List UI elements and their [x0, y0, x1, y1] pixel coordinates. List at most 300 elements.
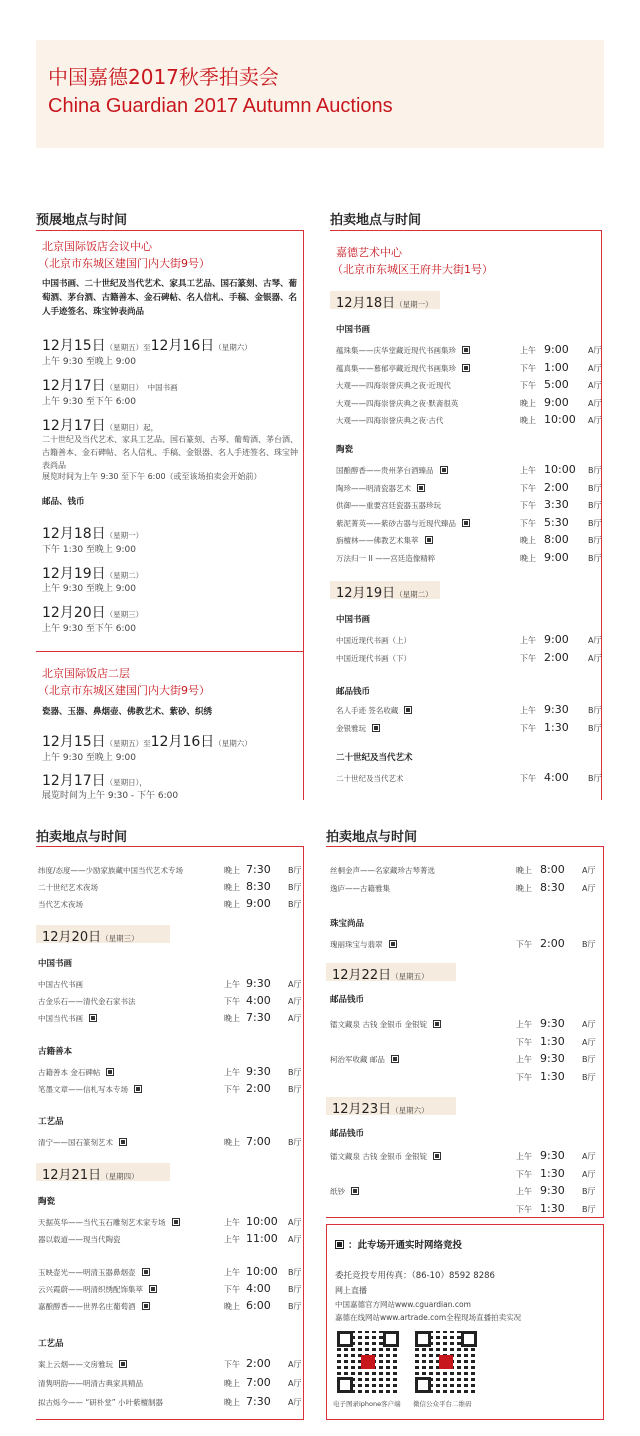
session-name: 瑰丽珠宝与翡翠 — [330, 939, 397, 950]
stamps-date2: 12月19日（星期二） — [42, 566, 144, 582]
live-bidding-icon — [462, 519, 470, 527]
schedule-row — [36, 1299, 303, 1313]
session-time: 1:30 — [540, 1201, 565, 1215]
live-bidding-icon — [389, 940, 397, 948]
schedule-row — [326, 1184, 603, 1198]
session-time: 9:30 — [540, 1184, 565, 1197]
session-time: 7:30 — [246, 863, 271, 876]
session-name: 大观——四海崇誉庆典之夜·默斋很英 — [336, 398, 459, 408]
schedule-row — [36, 1232, 303, 1246]
session-name: 陶珍——明清瓷器艺术 — [336, 483, 425, 494]
session-period: 下午 — [520, 774, 536, 783]
schedule-row — [36, 880, 303, 894]
live-bidding-icon — [351, 1187, 359, 1195]
session-period: 下午 — [520, 483, 536, 493]
session-name: 纸钞 — [330, 1186, 359, 1197]
session-time: 2:00 — [246, 1082, 271, 1095]
schedule-row — [36, 863, 303, 877]
session-time: 9:00 — [544, 633, 569, 646]
session-name: 万法归一 II ——宫廷造像精粹 — [336, 553, 436, 563]
session-name: 古金乐石——清代金石家书法 — [38, 997, 136, 1006]
live-bidding-note: ：此专场开通实时网络竞投 — [335, 1237, 462, 1251]
session-hall: A厅 — [288, 1014, 302, 1023]
session-time: 1:00 — [544, 360, 569, 374]
stamps-date3: 12月20日（星期三） — [42, 605, 144, 621]
session-name: 嘉酿醇香——世界名庄葡萄酒 — [38, 1301, 150, 1312]
session-hall: A厅 — [582, 1037, 596, 1047]
session-hall: A厅 — [582, 1020, 596, 1029]
preview2-date1: 12月15日（星期五）至12月16日（星期六） — [42, 734, 252, 750]
session-hall: B厅 — [588, 518, 602, 528]
session-period: 上午 — [520, 706, 536, 715]
auction3-date-bar-1: 12月22日（星期五） — [326, 963, 456, 981]
session-time: 1:30 — [540, 1166, 565, 1180]
fax-line: 委托竞投专用传真：（86-10）8592 8286 — [335, 1271, 495, 1281]
session-hall: B厅 — [288, 1085, 302, 1094]
live-bidding-icon — [440, 466, 448, 474]
live-bidding-icon — [462, 346, 470, 354]
session-time: 2:00 — [246, 1357, 271, 1370]
schedule-row — [36, 1376, 303, 1390]
session-time: 10:00 — [246, 1265, 278, 1278]
session-hall: A厅 — [588, 346, 602, 355]
session-time: 10:00 — [544, 463, 576, 476]
live-bidding-icon — [89, 1014, 97, 1022]
session-time: 4:00 — [544, 771, 569, 784]
venue1-categories: 中国书画、二十世纪及当代艺术、家具工艺品、国石篆刻、古琴、葡萄酒、茅台酒、古籍善本、金石碑帖、名人信札、手稿、金银器、名人手迹签名、珠宝钟表尚品 — [42, 279, 298, 317]
session-time: 8:30 — [540, 881, 565, 894]
session-hall: B厅 — [288, 866, 302, 875]
session-name: 清隽明韵——明清古典家具精品 — [38, 1379, 143, 1388]
auction1-section-4: 邮品钱币 — [336, 687, 371, 697]
session-name: 拟古烁今—— “研朴堂” 小叶紫檀制器 — [38, 1398, 164, 1407]
schedule-row — [36, 1215, 303, 1229]
session-time: 9:30 — [544, 703, 569, 716]
qr-code-iphone-icon[interactable] — [337, 1331, 399, 1393]
session-period: 下午 — [520, 501, 536, 510]
auction3-section-1: 珠宝尚品 — [330, 919, 365, 929]
schedule-row — [326, 937, 603, 951]
session-hall: B厅 — [288, 1302, 302, 1311]
session-period: 下午 — [516, 1204, 532, 1214]
session-time: 9:30 — [540, 1017, 565, 1030]
session-period: 下午 — [516, 1037, 532, 1047]
session-period: 上午 — [520, 466, 536, 475]
schedule-row — [330, 721, 601, 735]
session-time: 6:00 — [246, 1299, 271, 1312]
session-name: 古籍善本 金石碑帖 — [38, 1067, 114, 1078]
session-hall: A厅 — [588, 416, 602, 425]
session-name: 玉映壶光——明清玉器鼻烟壶 — [38, 1267, 150, 1278]
preview2-time2: 展览时间为上午 9:30 - 下午 6:00 — [42, 791, 179, 801]
session-name: 旃檀林——佛教艺术集萃 — [336, 535, 433, 546]
preview-block3-date: 12月17日（星期日）起， — [42, 418, 159, 434]
session-time: 7:30 — [246, 1011, 271, 1024]
session-name: 蕴真集——慕郁亭藏近现代书画集珍 — [336, 363, 470, 374]
session-period: 下午 — [224, 1285, 240, 1294]
session-time: 9:30 — [246, 1065, 271, 1078]
schedule-row — [326, 1167, 603, 1181]
preview-title: 预展地点与时间 — [36, 213, 128, 228]
live-bidding-icon — [106, 1068, 114, 1076]
session-name: 大观——四海崇誉庆典之夜·近现代 — [336, 381, 451, 390]
session-time: 9:30 — [246, 977, 271, 990]
session-hall: B厅 — [288, 1268, 302, 1277]
session-hall: A厅 — [288, 1360, 302, 1369]
session-hall: B厅 — [288, 1068, 302, 1077]
session-name: 大观——四海崇誉庆典之夜·古代 — [336, 416, 444, 425]
live-bidding-icon — [425, 536, 433, 544]
session-time: 1:30 — [540, 1069, 565, 1083]
session-time: 8:00 — [544, 533, 569, 546]
session-period: 晚上 — [224, 1398, 240, 1407]
schedule-row — [36, 1082, 303, 1096]
preview-block1-date: 12月15日（星期五）至12月16日（星期六） — [42, 338, 252, 354]
schedule-row — [330, 771, 601, 785]
session-hall: B厅 — [588, 536, 602, 545]
schedule-row — [36, 977, 303, 991]
auction2-section-2: 古籍善本 — [38, 1047, 73, 1057]
live-bidding-icon — [335, 1240, 344, 1249]
session-time: 9:00 — [544, 343, 569, 356]
session-time: 2:00 — [544, 650, 569, 664]
session-period: 下午 — [520, 381, 536, 390]
schedule-row — [326, 1052, 603, 1066]
auction1-section-1: 中国书画 — [336, 325, 371, 335]
preview-block2-date: 12月17日（星期日） 中国书画 — [42, 378, 178, 394]
auction-panel-3 — [326, 830, 604, 1218]
live-bidding-icon — [119, 1360, 127, 1368]
schedule-row — [330, 516, 601, 530]
qr-caption-iphone: 电子图录iphone客户端 — [333, 1400, 401, 1408]
session-time: 8:00 — [540, 863, 565, 876]
session-hall: A厅 — [588, 381, 602, 390]
session-time: 2:00 — [540, 937, 565, 950]
session-name: 镭文藏泉 古钱 金银币 金银锭 — [330, 1151, 441, 1162]
session-hall: A厅 — [288, 997, 302, 1006]
schedule-row — [36, 994, 303, 1008]
session-name: 国酿醇香——贵州茅台酒臻品 — [336, 465, 448, 476]
session-period: 上午 — [520, 636, 536, 645]
session-hall: B厅 — [288, 1285, 302, 1294]
session-period: 下午 — [224, 997, 240, 1006]
session-period: 下午 — [520, 518, 536, 528]
preview2-time1: 上午 9:30 至晚上 9:00 — [42, 753, 137, 763]
session-period: 晚上 — [520, 553, 536, 563]
session-period: 上午 — [224, 1268, 240, 1277]
session-period: 晚上 — [224, 1302, 240, 1311]
session-period: 下午 — [516, 1169, 532, 1179]
schedule-row — [326, 1035, 603, 1049]
auction1-venue-name: 嘉德艺术中心 — [336, 246, 402, 259]
session-time: 9:30 — [540, 1052, 565, 1065]
session-hall: A厅 — [588, 363, 602, 373]
schedule-row — [330, 633, 601, 647]
session-period: 上午 — [520, 346, 536, 355]
auction2-title: 拍卖地点与时间 — [36, 830, 128, 845]
session-hall: B厅 — [588, 723, 602, 733]
session-period: 晚上 — [520, 536, 536, 545]
live-bidding-icon — [134, 1085, 142, 1093]
auction1-section-2: 陶瓷 — [336, 445, 354, 455]
session-time: 5:00 — [544, 378, 569, 391]
auction2-date-bar-2: 12月21日（星期四） — [36, 1163, 170, 1181]
auction2-section-5: 工艺品 — [38, 1339, 64, 1349]
session-name: 镭文藏泉 古钱 金银币 金银锭 — [330, 1019, 441, 1030]
session-hall: B厅 — [288, 883, 302, 892]
preview2-date2: 12月17日（星期日）， — [42, 773, 147, 789]
stamps-title: 邮品、钱币 — [42, 497, 85, 507]
live-bidding-icon — [142, 1302, 150, 1310]
schedule-row — [330, 343, 601, 357]
schedule-row — [36, 1357, 303, 1371]
session-hall: B厅 — [288, 1138, 302, 1147]
session-period: 上午 — [516, 1187, 532, 1196]
venue1-address: （北京市东城区建国门内大街9号） — [38, 257, 210, 270]
schedule-row — [330, 703, 601, 717]
session-hall: A厅 — [288, 1379, 302, 1388]
auction1-date-bar-1: 12月18日（星期一） — [330, 291, 440, 309]
session-period: 晚上 — [224, 866, 240, 875]
session-period: 上午 — [224, 1068, 240, 1077]
session-time: 9:30 — [540, 1149, 565, 1162]
schedule-row — [330, 481, 601, 495]
live-bidding-icon — [172, 1218, 180, 1226]
session-time: 10:00 — [246, 1215, 278, 1228]
auction2-date-bar-1: 12月20日（星期三） — [36, 925, 170, 943]
session-time: 7:30 — [246, 1395, 271, 1408]
auction-panel-1 — [330, 213, 602, 800]
session-hall: A厅 — [582, 884, 596, 893]
session-name: 供御——重要宫廷瓷器玉器珍玩 — [336, 501, 441, 510]
schedule-row — [326, 863, 603, 877]
schedule-row — [330, 361, 601, 375]
schedule-row — [326, 1149, 603, 1163]
auction1-section-3: 中国书画 — [336, 615, 371, 625]
live-bidding-icon — [119, 1138, 127, 1146]
session-hall: A厅 — [588, 398, 602, 408]
session-time: 9:00 — [544, 550, 569, 564]
qr-code-wechat-icon[interactable] — [415, 1331, 477, 1393]
live-bidding-icon — [433, 1152, 441, 1160]
session-hall: A厅 — [288, 980, 302, 989]
session-name: 器以载道——现当代陶瓷 — [38, 1235, 121, 1244]
session-name: 案上云烟——文房雅玩 — [38, 1359, 127, 1370]
session-period: 晚上 — [224, 1379, 240, 1388]
venue2-address: （北京市东城区建国门内大街9号） — [38, 684, 210, 697]
schedule-row — [326, 881, 603, 895]
website-cguardian[interactable]: 中国嘉德官方网站www.cguardian.com — [335, 1300, 471, 1309]
qr-caption-wechat: 微信公众平台二维码 — [413, 1400, 472, 1408]
session-period: 下午 — [224, 1085, 240, 1094]
schedule-row — [36, 1265, 303, 1279]
auction1-date-bar-2: 12月19日（星期二） — [330, 581, 440, 599]
session-hall: A厅 — [288, 1235, 302, 1244]
session-name: 丝桐金声——名家藏珍古琴菁选 — [330, 866, 435, 875]
schedule-row — [326, 1017, 603, 1031]
session-hall: B厅 — [588, 466, 602, 475]
session-period: 晚上 — [516, 866, 532, 875]
schedule-row — [326, 1070, 603, 1084]
session-period: 下午 — [516, 940, 532, 949]
session-time: 9:00 — [544, 395, 569, 409]
preview-block1-time: 上午 9:30 至晚上 9:00 — [42, 357, 137, 367]
session-time: 3:30 — [544, 498, 569, 511]
session-hall: A厅 — [288, 1218, 302, 1227]
auction2-section-1: 中国书画 — [38, 959, 73, 969]
auction3-section-3: 邮品钱币 — [330, 1129, 365, 1139]
schedule-row — [36, 1395, 303, 1409]
session-period: 下午 — [520, 363, 536, 373]
schedule-row — [36, 1282, 303, 1296]
session-hall: B厅 — [582, 940, 596, 949]
session-period: 晚上 — [224, 1014, 240, 1023]
session-name: 中国古代书画 — [38, 980, 83, 989]
preview-block3-categories: 二十世纪及当代艺术、家具工艺品、国石篆刻、古琴、葡萄酒、茅台酒、古籍善本、金石碑帖、名人信札、手稿、金银器、名人手迹签名、珠宝钟表尚品 — [42, 435, 298, 470]
session-hall: B厅 — [582, 1055, 596, 1064]
session-name: 云兴霞蔚——明清织绣配饰集萃 — [38, 1284, 157, 1295]
session-name: 名人手迹 签名收藏 — [336, 705, 412, 716]
schedule-row — [330, 533, 601, 547]
session-hall: B厅 — [588, 774, 602, 783]
schedule-row — [330, 396, 601, 410]
live-bidding-icon — [391, 1055, 399, 1063]
live-bidding-icon — [433, 1020, 441, 1028]
auction1-venue-address: （北京市东城区王府井大街1号） — [332, 263, 493, 276]
auction1-section-5: 二十世纪及当代艺术 — [336, 753, 413, 763]
session-name: 逸庐——古籍雅集 — [330, 884, 390, 893]
auction3-title: 拍卖地点与时间 — [326, 830, 418, 845]
auction1-title: 拍卖地点与时间 — [330, 213, 422, 228]
session-name: 二十世纪及当代艺术 — [336, 774, 404, 783]
title-chinese: 中国嘉德2017秋季拍卖会 — [48, 65, 279, 89]
venue1-name: 北京国际饭店会议中心 — [42, 240, 152, 253]
session-hall: A厅 — [588, 636, 602, 645]
preview-block2-time: 上午 9:30 至下午 6:00 — [42, 397, 137, 407]
session-period: 下午 — [520, 723, 536, 733]
session-name: 金银雅玩 — [336, 723, 380, 734]
session-period: 上午 — [224, 980, 240, 989]
live-bidding-icon — [417, 484, 425, 492]
session-period: 上午 — [516, 1020, 532, 1029]
stamps-time3: 上午 9:30 至下午 6:00 — [42, 624, 137, 634]
session-name: 柯治军收藏 邮品 — [330, 1054, 399, 1065]
session-name: 二十世纪艺术夜场 — [38, 883, 98, 892]
venue2-name: 北京国际饭店二层 — [42, 667, 130, 680]
session-period: 上午 — [516, 1152, 532, 1161]
session-time: 5:30 — [544, 515, 569, 529]
session-period: 晚上 — [224, 900, 240, 909]
preview-divider — [36, 651, 304, 652]
session-time: 10:00 — [544, 413, 576, 426]
auction2-section-4: 陶瓷 — [38, 1197, 56, 1207]
auction2-section-3: 工艺品 — [38, 1117, 64, 1127]
schedule-row — [36, 1065, 303, 1079]
session-period: 下午 — [520, 653, 536, 663]
stamps-time1: 下午 1:30 至晚上 9:00 — [42, 545, 137, 555]
session-time: 11:00 — [246, 1232, 278, 1245]
session-hall: A厅 — [288, 1398, 302, 1407]
title-english: China Guardian 2017 Autumn Auctions — [48, 95, 393, 117]
session-time: 4:00 — [246, 994, 271, 1007]
preview-block3-time: 展览时间为上午 9:30 至下午 6:00（或至该场拍卖会开始前） — [42, 472, 262, 481]
session-period: 上午 — [516, 1055, 532, 1064]
session-time: 1:30 — [540, 1034, 565, 1048]
session-name: 中国近现代书画（上） — [336, 636, 411, 645]
session-hall: B厅 — [288, 900, 302, 909]
website-artrade[interactable]: 嘉德在线网站www.artrade.com全程现场直播拍卖实况 — [335, 1313, 522, 1322]
session-hall: B厅 — [588, 501, 602, 510]
info-box — [326, 1224, 604, 1420]
schedule-row — [330, 498, 601, 512]
session-hall: B厅 — [588, 706, 602, 715]
session-hall: B厅 — [588, 553, 602, 563]
session-time: 7:00 — [246, 1135, 271, 1148]
session-name: 中国当代书画 — [38, 1013, 97, 1024]
session-time: 4:00 — [246, 1282, 271, 1295]
session-name: 清宁——国石篆刻艺术 — [38, 1137, 127, 1148]
live-bidding-icon — [462, 364, 470, 372]
live-label: 网上直播 — [335, 1286, 367, 1295]
venue2-categories: 瓷器、玉器、鼻烟壶、佛教艺术、紫砂、织绣 — [42, 707, 213, 717]
session-hall: A厅 — [582, 1152, 596, 1161]
session-hall: B厅 — [582, 1072, 596, 1082]
live-bidding-icon — [142, 1268, 150, 1276]
session-time: 2:00 — [544, 480, 569, 494]
session-time: 8:30 — [246, 880, 271, 893]
session-hall: B厅 — [588, 483, 602, 493]
session-name: 中国近现代书画（下） — [336, 653, 411, 663]
session-period: 晚上 — [224, 883, 240, 892]
live-bidding-icon — [149, 1285, 157, 1293]
schedule-row — [36, 1011, 303, 1025]
session-period: 晚上 — [520, 416, 536, 425]
session-name: 笔墨文章——信札写本专场 — [38, 1084, 142, 1095]
session-hall: A厅 — [582, 1169, 596, 1179]
preview-panel — [36, 213, 304, 801]
session-hall: A厅 — [588, 653, 602, 663]
session-period: 晚上 — [516, 884, 532, 893]
session-period: 下午 — [224, 1360, 240, 1369]
session-period: 上午 — [224, 1235, 240, 1244]
session-time: 9:00 — [246, 897, 271, 910]
schedule-row — [326, 1202, 603, 1216]
session-name: 蕴珠集——庆华堂藏近现代书画集珍 — [336, 345, 470, 356]
session-period: 晚上 — [224, 1138, 240, 1147]
schedule-row — [36, 1135, 303, 1149]
stamps-time2: 上午 9:30 至晚上 9:00 — [42, 584, 137, 594]
session-hall: B厅 — [582, 1204, 596, 1214]
auction3-section-2: 邮品钱币 — [330, 995, 365, 1005]
session-name: 当代艺术夜场 — [38, 900, 83, 909]
session-time: 7:00 — [246, 1376, 271, 1389]
stamps-date1: 12月18日（星期一） — [42, 526, 144, 542]
auction-panel-2 — [36, 830, 304, 1420]
live-bidding-icon — [372, 724, 380, 732]
session-time: 1:30 — [544, 720, 569, 734]
session-name: 纬度/态度——少励家族藏中国当代艺术专场 — [38, 866, 184, 875]
schedule-row — [330, 413, 601, 427]
session-name: 天据英华——当代玉石雕刻艺术家专场 — [38, 1217, 180, 1228]
schedule-row — [330, 463, 601, 477]
session-period: 上午 — [224, 1218, 240, 1227]
live-bidding-icon — [404, 706, 412, 714]
schedule-row — [330, 651, 601, 665]
session-period: 晚上 — [520, 398, 536, 408]
session-hall: B厅 — [582, 1187, 596, 1196]
session-hall: A厅 — [582, 866, 596, 875]
session-name: 紫泥菁英——紫砂古器与近现代臻品 — [336, 518, 470, 529]
